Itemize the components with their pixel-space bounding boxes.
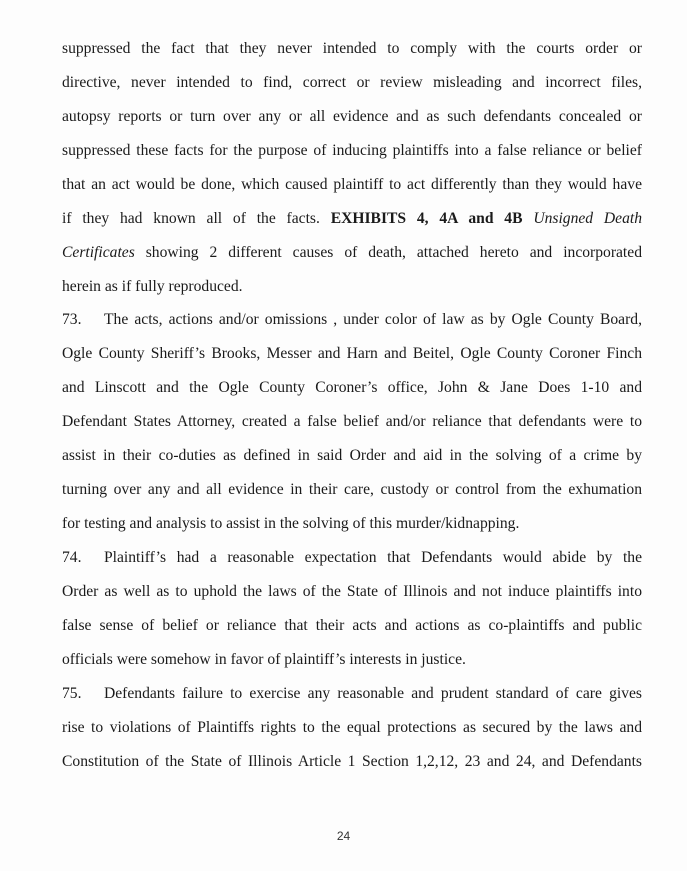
exhibit-title: Unsigned Death — [533, 210, 642, 227]
body-text-line: directive, never intended to find, correct or review misleading and incorrect files, — [62, 74, 642, 91]
body-text-line-exhibits — [62, 209, 642, 229]
body-text-line: Defendant States Attorney, created a false belief and/or reliance that defendants were to — [62, 413, 642, 430]
body-text-line-exhibits-cont — [62, 243, 642, 263]
body-text-line: Ogle County Sheriff’s Brooks, Messer and Harn and Beitel, Ogle County Coroner Finch — [62, 345, 642, 362]
paragraph-number: 75. — [62, 685, 82, 702]
body-text-line: Constitution of the State of Illinois Article 1 Section 1,2,12, 23 and 24, and Defendants — [62, 753, 642, 770]
paragraph-number: 74. — [62, 549, 82, 566]
body-text-line: suppressed these facts for the purpose of inducing plaintiffs into a false reliance or belief — [62, 142, 642, 159]
exhibit-reference: EXHIBITS 4, 4A and 4B — [330, 210, 523, 227]
body-text-segment: The acts, actions and/or omissions , under color of law as by Ogle County Board, — [104, 311, 642, 328]
paragraph-75-first-line — [62, 684, 642, 704]
body-text-line: assist in their co-duties as defined in said Order and aid in the solving of a crime by — [62, 447, 642, 464]
body-text-line: false sense of belief or reliance that their acts and actions as co-plaintiffs and public — [62, 617, 642, 634]
paragraph-74-first-line — [62, 548, 642, 568]
body-text-segment: Plaintiff’s had a reasonable expectation that Defendants would abide by the — [104, 549, 642, 566]
body-text-segment: showing 2 different causes of death, attached hereto and incorporated — [145, 244, 642, 261]
body-text-line: herein as if fully reproduced. — [62, 278, 243, 295]
body-text-line: suppressed the fact that they never intended to comply with the courts order or — [62, 40, 642, 57]
paragraph-number: 73. — [62, 311, 82, 328]
body-text-line: officials were somehow in favor of plaintiff’s interests in justice. — [62, 651, 466, 668]
body-text-line: for testing and analysis to assist in the solving of this murder/kidnapping. — [62, 515, 520, 532]
body-text-line: Order as well as to uphold the laws of the State of Illinois and not induce plaintiffs into — [62, 583, 642, 600]
page-number: 24 — [336, 829, 351, 843]
body-text-line: autopsy reports or turn over any or all evidence and as such defendants concealed or — [62, 108, 642, 125]
body-text-line: rise to violations of Plaintiffs rights to the equal protections as secured by the laws and — [62, 719, 642, 736]
body-text-line: and Linscott and the Ogle County Coroner’s office, John & Jane Does 1-10 and — [62, 379, 642, 396]
exhibit-title: Certificates — [62, 244, 135, 261]
body-text-segment: Defendants failure to exercise any reasonable and prudent standard of care gives — [104, 685, 642, 702]
body-text-line: turning over any and all evidence in their care, custody or control from the exhumation — [62, 481, 642, 498]
body-text-line: that an act would be done, which caused plaintiff to act differently than they would have — [62, 176, 642, 193]
body-text-segment: if they had known all of the facts. — [62, 210, 320, 227]
paragraph-73-first-line — [62, 310, 642, 330]
